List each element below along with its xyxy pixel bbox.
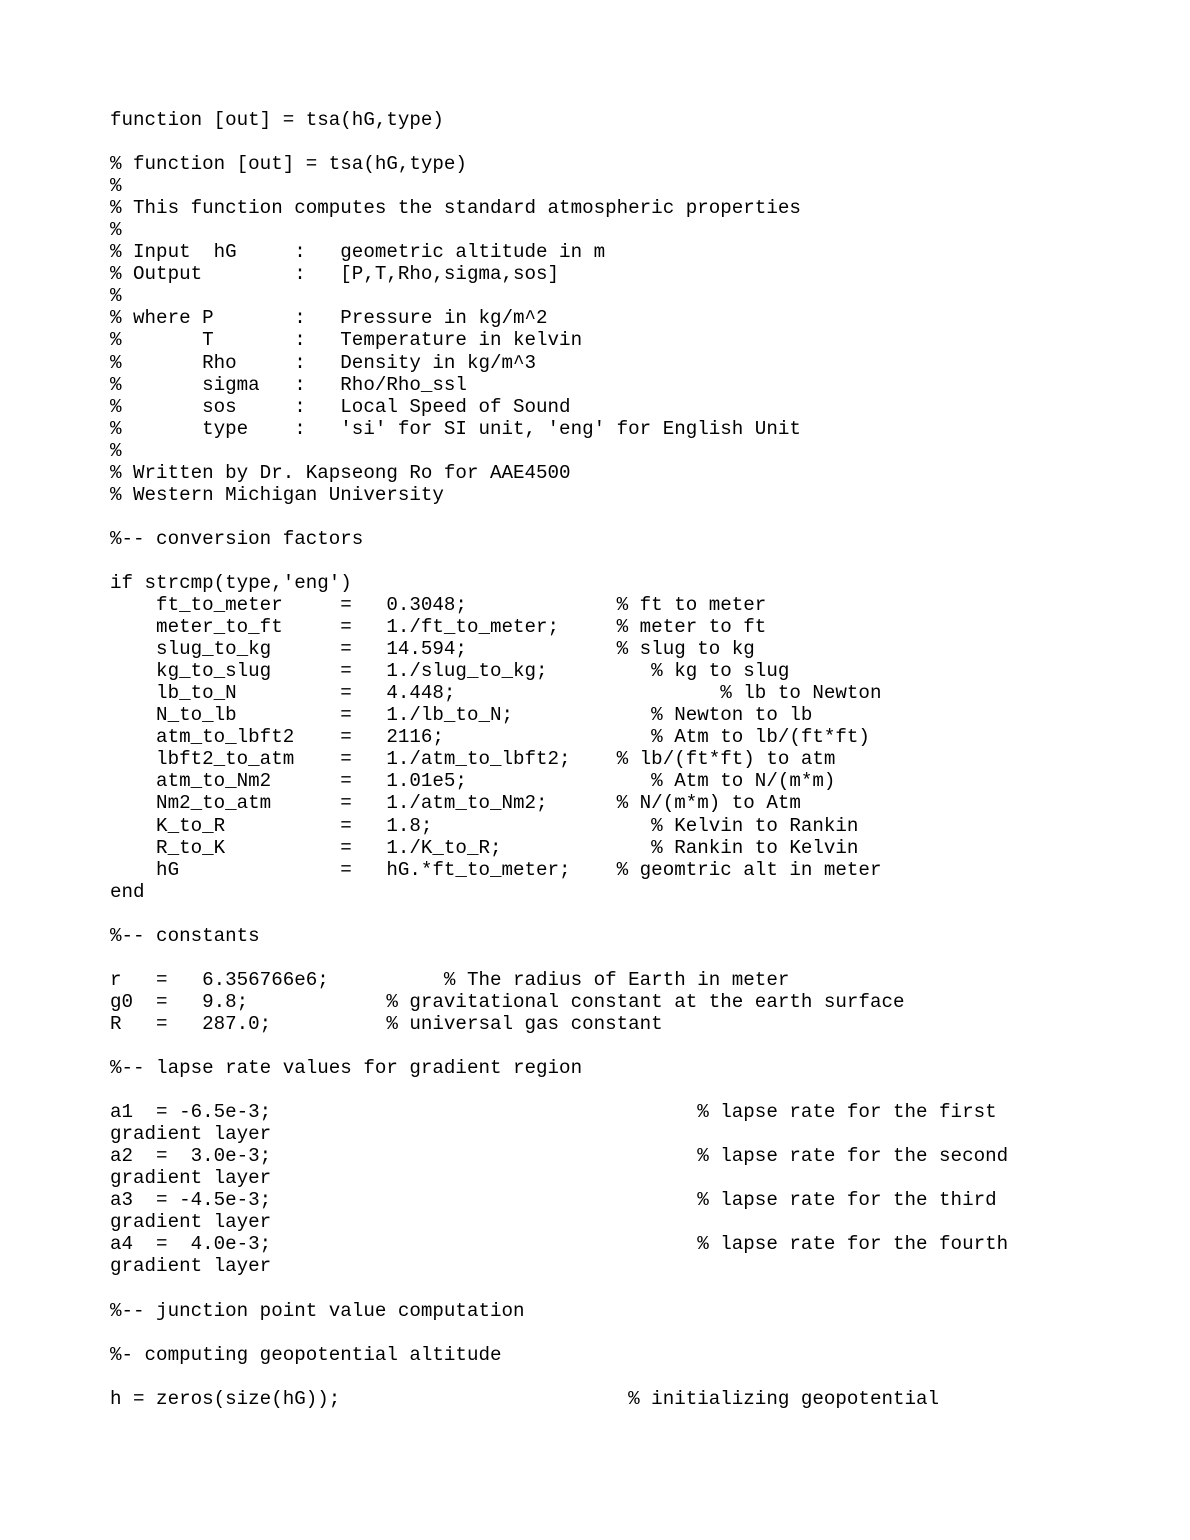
code-line: gradient layer: [110, 1255, 272, 1278]
code-line: gradient layer: [110, 1211, 272, 1234]
code-line: ft_to_meter = 0.3048; % ft to meter: [110, 594, 767, 617]
code-line: %: [110, 219, 122, 242]
code-line: R_to_K = 1./K_to_R; % Rankin to Kelvin: [110, 836, 859, 859]
code-line: % Output : [P,T,Rho,sigma,sos]: [110, 263, 560, 286]
code-line: lbft2_to_atm = 1./atm_to_lbft2; % lb/(ft*ft) to atm: [110, 748, 836, 771]
code-line: meter_to_ft = 1./ft_to_meter; % meter to ft: [110, 616, 767, 639]
code-line: % where P : Pressure in kg/m^2: [110, 307, 548, 330]
code-line: %- computing geopotential altitude: [110, 1343, 502, 1366]
code-line: if strcmp(type,'eng'): [110, 571, 352, 594]
code-listing: [110, 109, 1170, 1410]
code-line: hG = hG.*ft_to_meter; % geomtric alt in meter: [110, 858, 882, 881]
code-line: [110, 131, 1170, 153]
code-line: lb_to_N = 4.448; % lb to Newton: [110, 682, 882, 705]
code-line: % type : 'si' for SI unit, 'eng' for English Unit: [110, 417, 801, 440]
code-line: a1 = -6.5e-3; % lapse rate for the first: [110, 1101, 997, 1124]
code-line: %-- lapse rate values for gradient region: [110, 1057, 583, 1080]
code-line: [110, 1277, 1170, 1299]
code-line: [110, 903, 1170, 925]
code-line: [110, 550, 1170, 572]
code-line: gradient layer: [110, 1167, 272, 1190]
code-line: [110, 1366, 1170, 1388]
code-line: %-- junction point value computation: [110, 1299, 525, 1322]
code-line: a2 = 3.0e-3; % lapse rate for the second: [110, 1145, 1009, 1168]
code-line: N_to_lb = 1./lb_to_N; % Newton to lb: [110, 704, 813, 727]
code-line: %: [110, 439, 122, 462]
code-line: R = 287.0; % universal gas constant: [110, 1012, 663, 1035]
code-line: % sos : Local Speed of Sound: [110, 395, 571, 418]
code-line: %-- conversion factors: [110, 527, 364, 550]
code-line: % function [out] = tsa(hG,type): [110, 153, 467, 176]
code-line: g0 = 9.8; % gravitational constant at the earth surface: [110, 990, 905, 1013]
code-line: atm_to_Nm2 = 1.01e5; % Atm to N/(m*m): [110, 770, 836, 793]
code-line: % This function computes the standard atmospheric properties: [110, 197, 801, 220]
code-line: function [out] = tsa(hG,type): [110, 109, 444, 131]
code-line: [110, 947, 1170, 969]
code-line: kg_to_slug = 1./slug_to_kg; % kg to slug: [110, 660, 790, 683]
code-line: a4 = 4.0e-3; % lapse rate for the fourth: [110, 1233, 1009, 1256]
code-line: a3 = -4.5e-3; % lapse rate for the third: [110, 1189, 997, 1212]
code-line: end: [110, 880, 145, 903]
code-line: r = 6.356766e6; % The radius of Earth in meter: [110, 968, 790, 991]
code-line: % Western Michigan University: [110, 483, 444, 506]
code-line: atm_to_lbft2 = 2116; % Atm to lb/(ft*ft): [110, 726, 870, 749]
code-line: [110, 1079, 1170, 1101]
code-line: % Rho : Density in kg/m^3: [110, 351, 537, 374]
code-line: h = zeros(size(hG)); % initializing geopotential: [110, 1387, 940, 1410]
code-line: % T : Temperature in kelvin: [110, 329, 583, 352]
code-line: gradient layer: [110, 1123, 272, 1146]
code-line: %: [110, 175, 122, 198]
code-line: %: [110, 285, 122, 308]
code-line: K_to_R = 1.8; % Kelvin to Rankin: [110, 814, 859, 837]
code-line: % sigma : Rho/Rho_ssl: [110, 373, 467, 396]
code-line: [110, 1035, 1170, 1057]
code-line: % Written by Dr. Kapseong Ro for AAE4500: [110, 461, 571, 484]
code-line: %-- constants: [110, 924, 260, 947]
code-line: [110, 1322, 1170, 1344]
code-line: [110, 506, 1170, 528]
code-line: slug_to_kg = 14.594; % slug to kg: [110, 638, 755, 661]
code-line: % Input hG : geometric altitude in m: [110, 241, 606, 264]
code-line: Nm2_to_atm = 1./atm_to_Nm2; % N/(m*m) to Atm: [110, 792, 801, 815]
